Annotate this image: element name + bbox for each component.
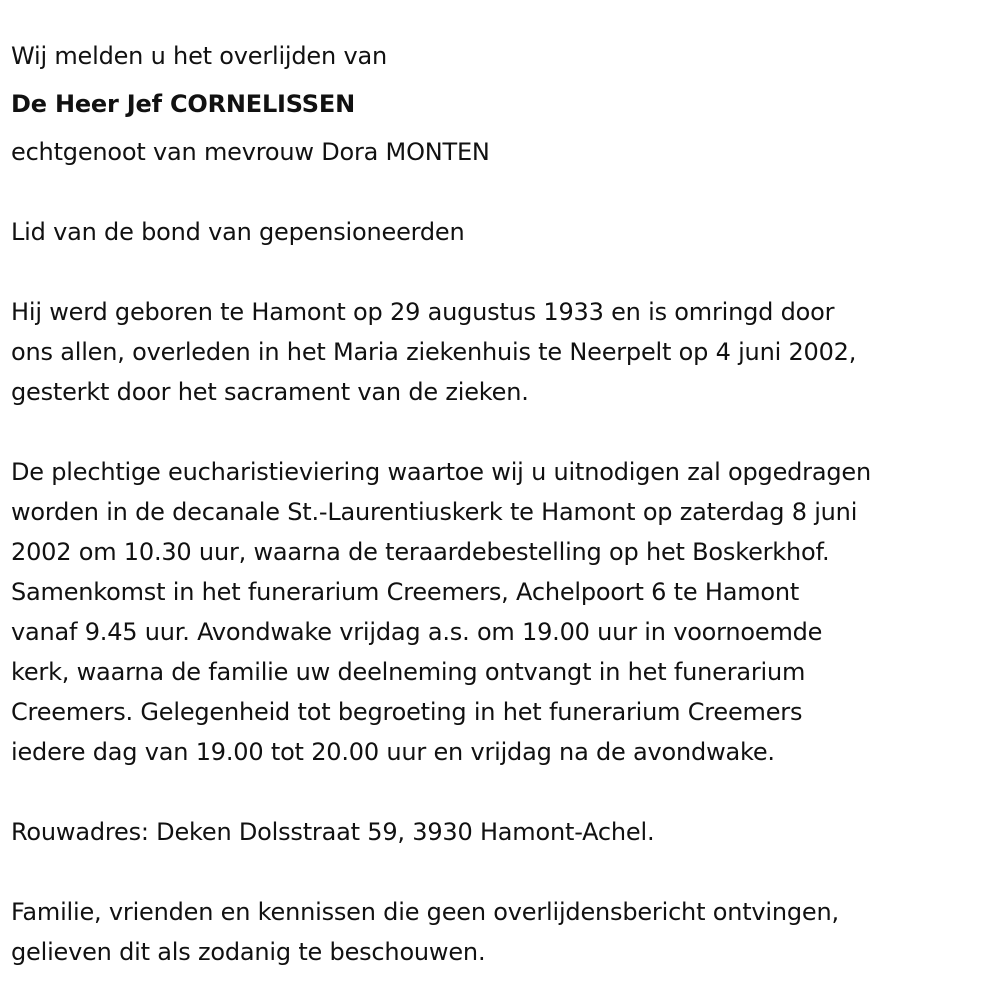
biography-line: Hij werd geboren te Hamont op 29 augustus 1933 en is omringd door	[11, 298, 835, 326]
closing-paragraph	[11, 892, 986, 972]
ceremony-line: De plechtige eucharistieviering waartoe wij u uitnodigen zal opgedragen	[11, 458, 871, 486]
ceremony-line: worden in de decanale St.-Laurentiuskerk te Hamont op zaterdag 8 juni	[11, 498, 858, 526]
ceremony-line: iedere dag van 19.00 tot 20.00 uur en vrijdag na de avondwake.	[11, 738, 775, 766]
biography-paragraph	[11, 292, 986, 412]
membership-text: Lid van de bond van gepensioneerden	[11, 218, 465, 246]
death-notice	[11, 36, 986, 972]
ceremony-line: 2002 om 10.30 uur, waarna de teraardebestelling op het Boskerkhof.	[11, 538, 830, 566]
ceremony-line: kerk, waarna de familie uw deelneming ontvangt in het funerarium	[11, 658, 806, 686]
mourning-address: Rouwadres: Deken Dolsstraat 59, 3930 Hamont-Achel.	[11, 818, 655, 846]
ceremony-paragraph	[11, 452, 986, 772]
deceased-name: De Heer Jef CORNELISSEN	[11, 90, 355, 118]
ceremony-line: Samenkomst in het funerarium Creemers, Achelpoort 6 te Hamont	[11, 578, 800, 606]
ceremony-line: vanaf 9.45 uur. Avondwake vrijdag a.s. om 19.00 uur in voornoemde	[11, 618, 823, 646]
closing-line: gelieven dit als zodanig te beschouwen.	[11, 938, 486, 966]
spouse-text: echtgenoot van mevrouw Dora MONTEN	[11, 138, 490, 166]
intro-text: Wij melden u het overlijden van	[11, 42, 387, 70]
biography-line: ons allen, overleden in het Maria ziekenhuis te Neerpelt op 4 juni 2002,	[11, 338, 857, 366]
closing-line: Familie, vrienden en kennissen die geen overlijdensbericht ontvingen,	[11, 898, 839, 926]
ceremony-line: Creemers. Gelegenheid tot begroeting in het funerarium Creemers	[11, 698, 803, 726]
biography-line: gesterkt door het sacrament van de zieken.	[11, 378, 529, 406]
